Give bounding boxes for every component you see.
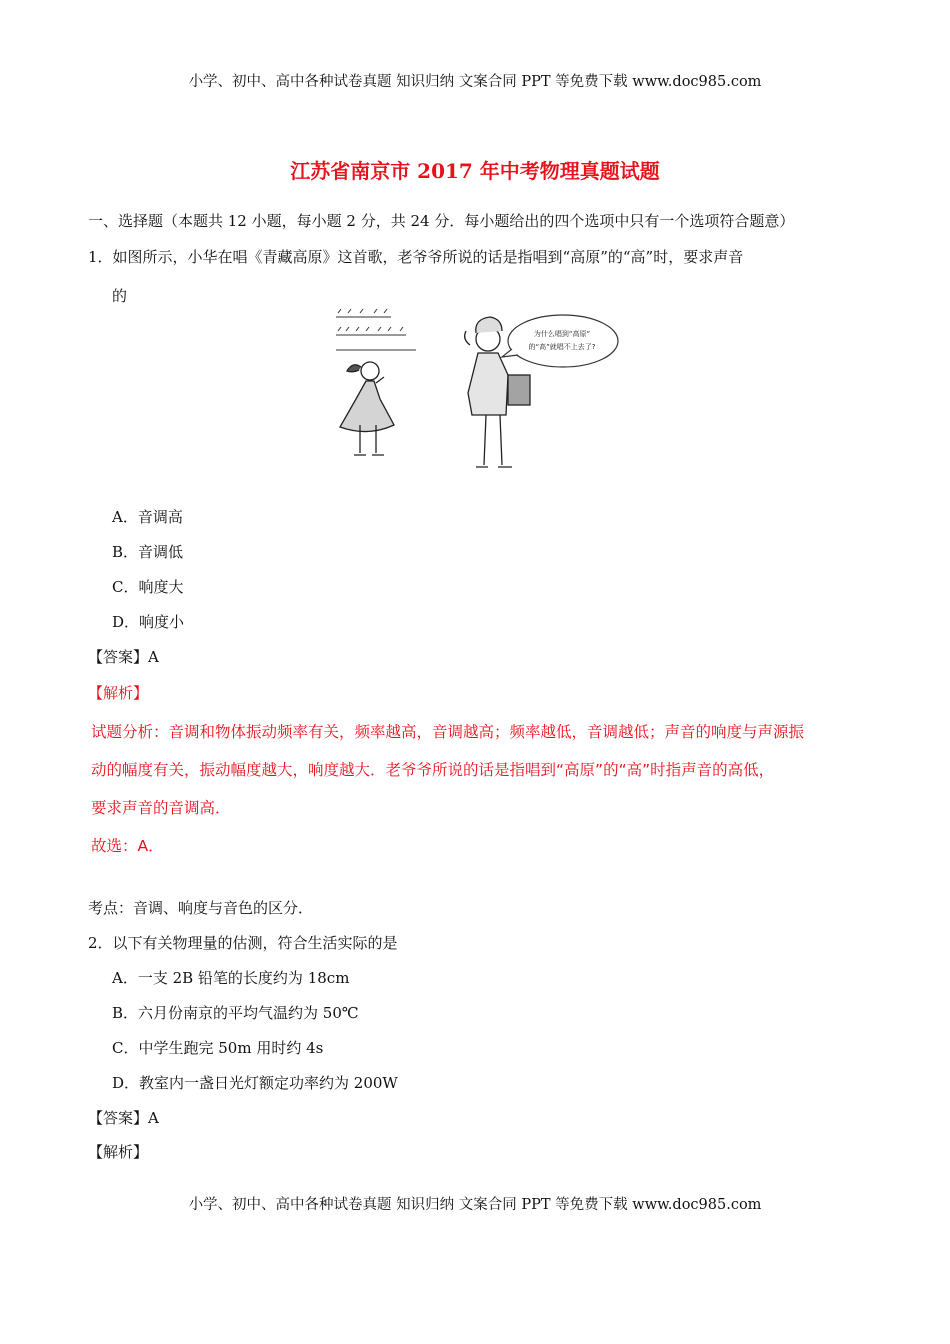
q2-option-c: C．中学生跑完 50m 用时约 4s (112, 1039, 324, 1057)
q1-option-c: C．响度大 (112, 578, 184, 596)
speech-text-line1: 为什么唱到“高原” (533, 330, 591, 338)
q1-knowledge-point: 考点：音调、响度与音色的区分． (88, 899, 314, 917)
q1-analysis-label: 【解析】 (88, 684, 149, 702)
q2-answer: 【答案】A (88, 1109, 159, 1127)
q2-option-a: A．一支 2B 铅笔的长度约为 18cm (112, 969, 350, 987)
speech-text-line2: 的“高”就唱不上去了? (528, 343, 596, 351)
q2-stem: 2．以下有关物理量的估测，符合生活实际的是 (88, 934, 398, 952)
page-header: 小学、初中、高中各种试卷真题 知识归纳 文案合同 PPT 等免费下载 www.doc985.com (188, 74, 762, 90)
page-footer: 小学、初中、高中各种试卷真题 知识归纳 文案合同 PPT 等免费下载 www.doc985.com (188, 1197, 762, 1213)
q2-option-d: D．教室内一盏日光灯额定功率约为 200W (112, 1074, 398, 1092)
q1-option-b: B．音调低 (112, 543, 184, 561)
q2-analysis-label: 【解析】 (88, 1143, 149, 1161)
q1-stem-cont: 的 (112, 287, 128, 305)
q1-option-d: D．响度小 (112, 613, 185, 631)
section-heading: 一、选择题（本题共 12 小题，每小题 2 分，共 24 分．每小题给出的四个选项中只有一个选项符合题意） (88, 212, 795, 230)
q1-analysis-line-2: 动的幅度有关，振动幅度越大，响度越大．老爷爷所说的话是指唱到“高原”的“高”时指声音的高低， (91, 761, 775, 779)
page-title: 江苏省南京市 2017 年中考物理真题试题 (290, 159, 660, 183)
q1-choice: 故选：A． (91, 837, 164, 855)
q1-stem: 1．如图所示，小华在唱《青藏高原》这首歌，老爷爷所说的话是指唱到“高原”的“高”时，要求声音 (88, 248, 744, 266)
q1-option-a: A．音调高 (112, 508, 183, 526)
q1-analysis-line-3: 要求声音的音调高． (91, 799, 231, 817)
q1-illustration (330, 305, 620, 477)
singer-and-grandpa-illustration (330, 305, 620, 477)
q1-analysis-line-1: 试题分析：音调和物体振动频率有关，频率越高，音调越高；频率越低，音调越低；声音的响度与声源振 (91, 723, 805, 741)
q2-option-b: B．六月份南京的平均气温约为 50℃ (112, 1004, 359, 1022)
q1-answer: 【答案】A (88, 648, 159, 666)
